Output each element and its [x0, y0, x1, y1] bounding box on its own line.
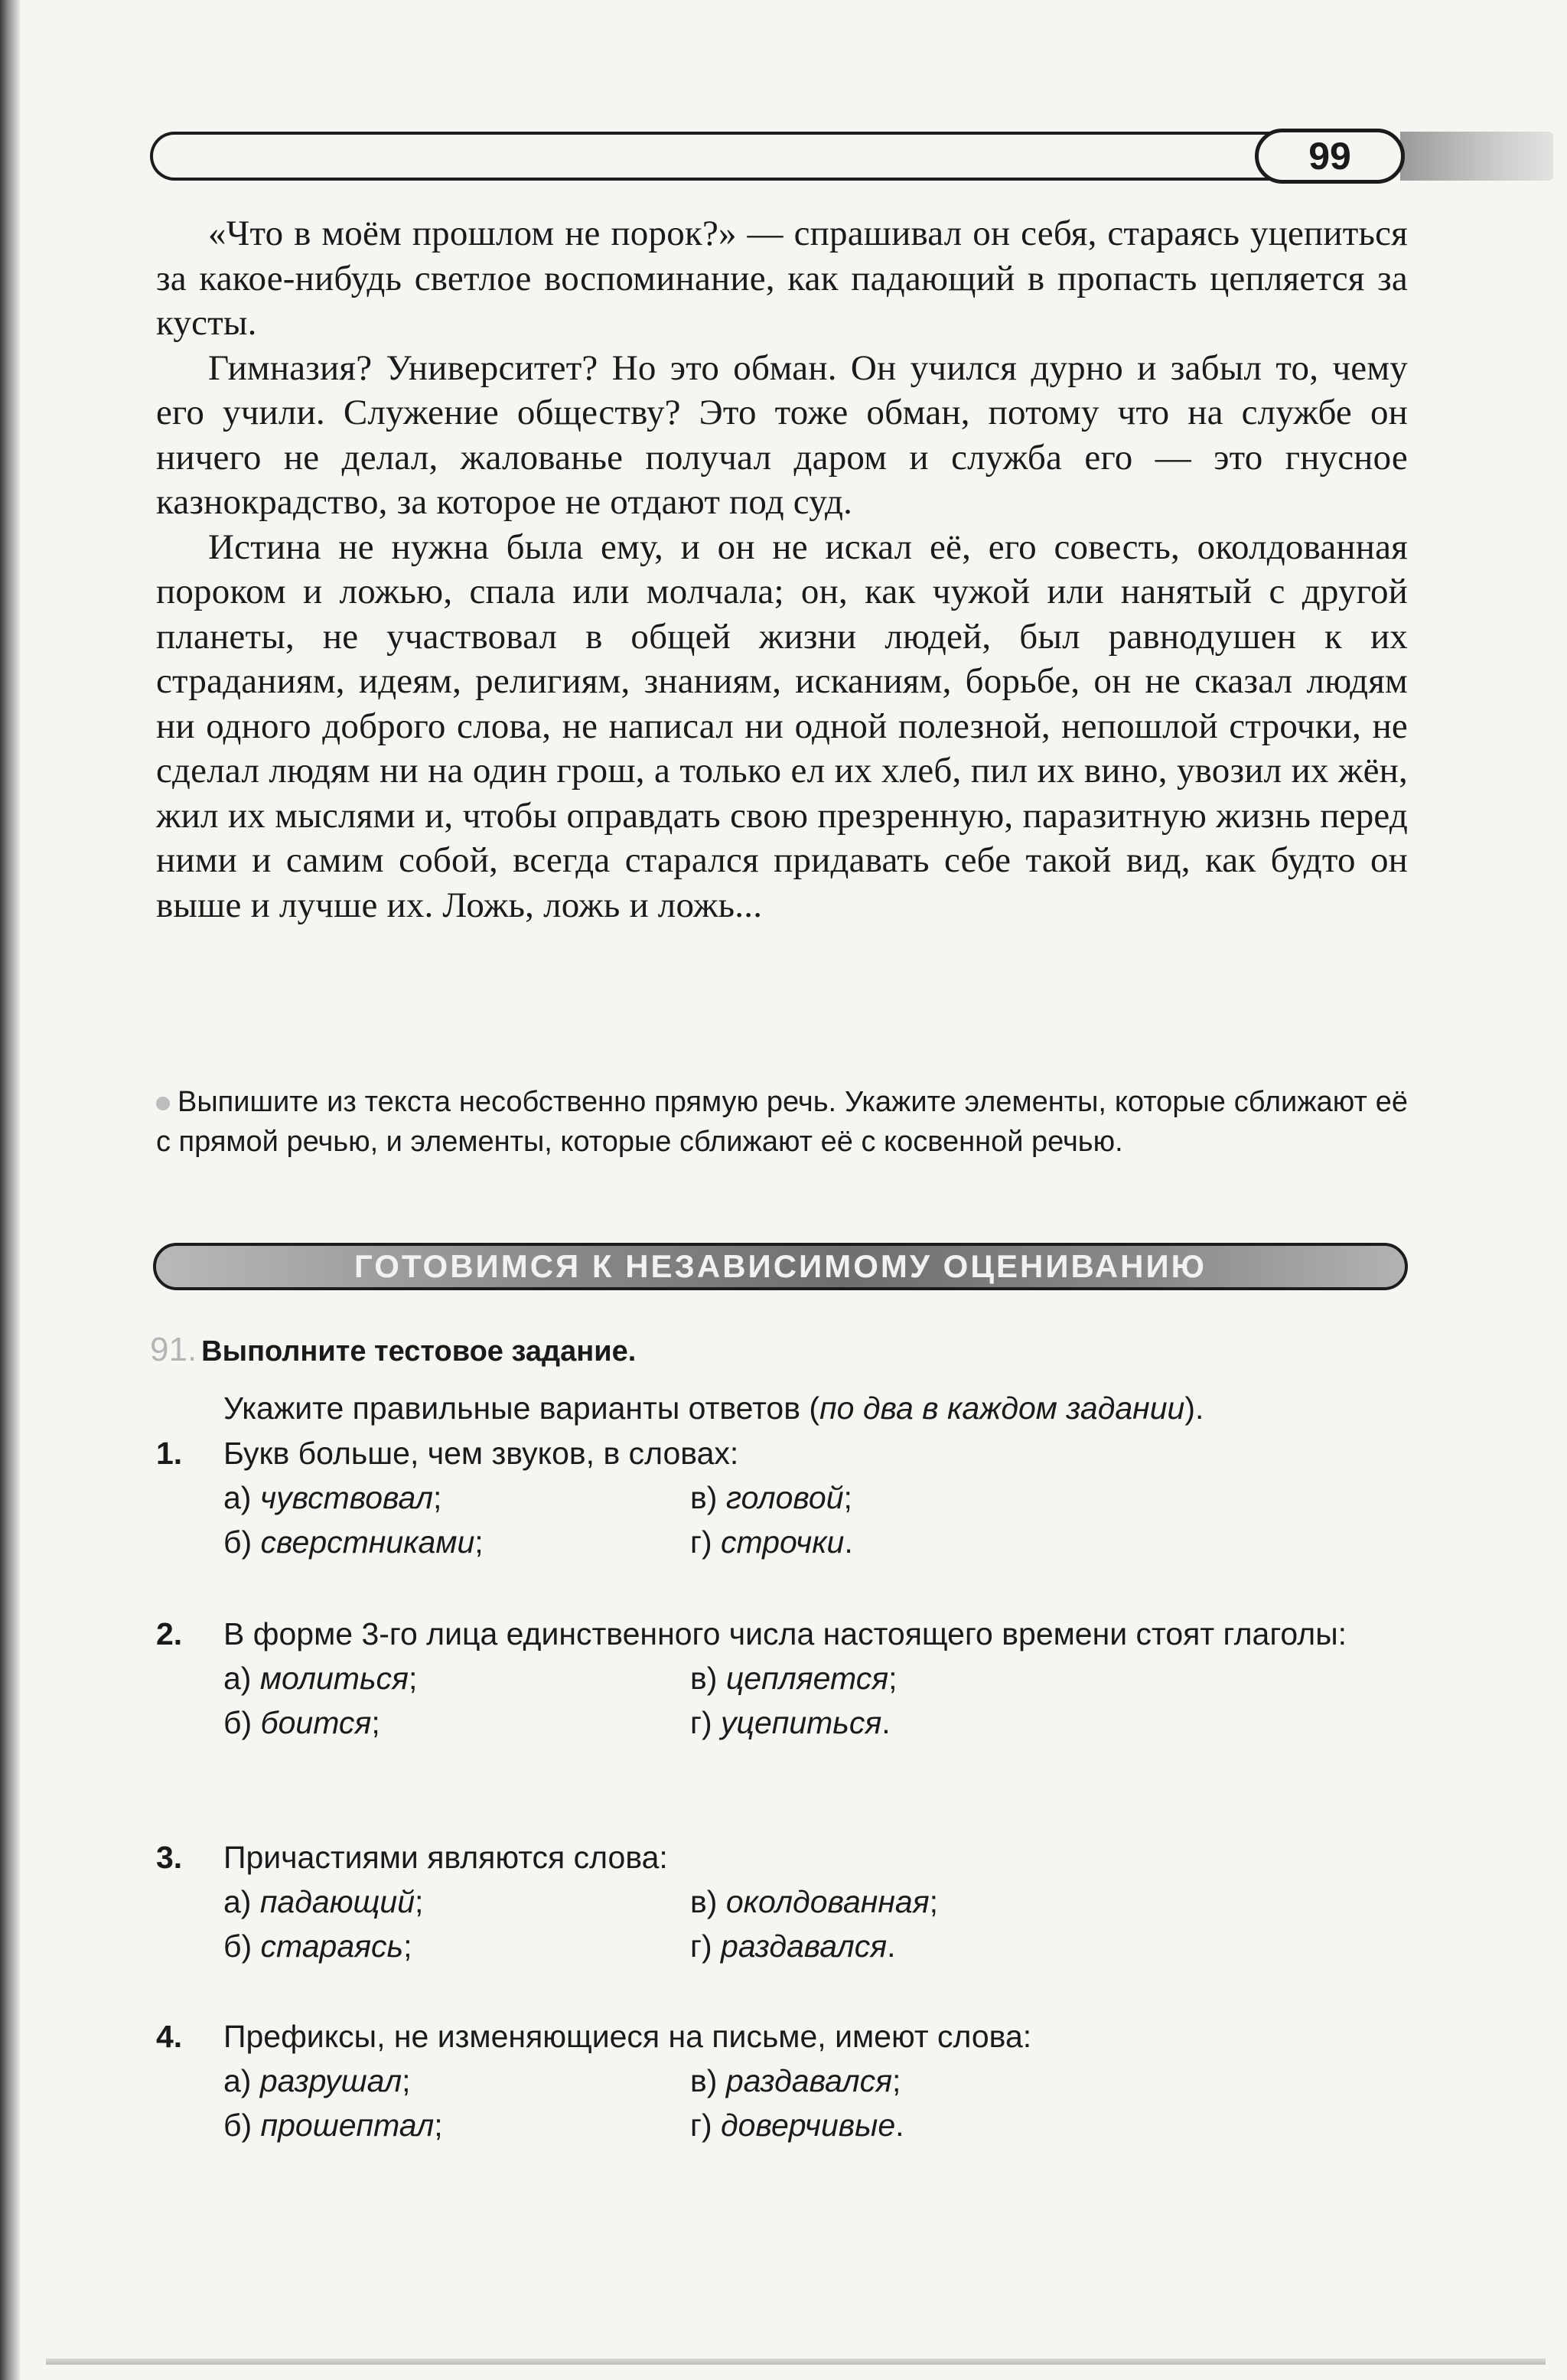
option-b: б) стараясь; — [223, 1928, 412, 1964]
question-4 — [156, 2014, 1411, 2147]
question-number: 2. — [156, 1616, 183, 1651]
question-number: 4. — [156, 2019, 183, 2054]
option-v: в) цепляется; — [690, 1661, 898, 1696]
option-a: а) чувствовал; — [223, 1480, 442, 1515]
question-number: 3. — [156, 1840, 183, 1875]
literary-text — [156, 211, 1408, 928]
option-b: б) сверстниками; — [223, 1524, 484, 1560]
paragraph-2: Гимназия? Университет? Но это обман. Он учился дурно и забыл то, чему его учили. Служение обществу? Это тоже обман, потому что на службе он ничего не делал, жалованье получал даром и служба его — это гнусное казнокрадство, за которое не отдают под суд. — [156, 347, 1408, 522]
options — [223, 1880, 1411, 1968]
header-rule — [150, 132, 1275, 181]
option-g: г) строчки. — [690, 1524, 853, 1560]
paragraph-1: «Что в моём прошлом не порок?» — спрашивал он себя, стараясь уцепиться за какое-нибудь светлое воспоминание, как падающий в пропасть цепляется за кусты. — [156, 214, 1408, 343]
question-text: Букв больше, чем звуков, в словах: — [223, 1436, 739, 1471]
options — [223, 1656, 1411, 1745]
paragraph-3: Истина не нужна была ему, и он не искал её, его совесть, околдованная пороком и ложью, спала или молчала; он, как чужой или нанятый с другой планеты, не участвовал в общей жизни людей, был равнодушен к их страданиям, идеям, религиям, знаниям, исканиям, борьбе, он не сказал людям ни одного доброго слова, не написал ни одной полезной, непошлой строчки, не сделал людям ни на один грош, а только ел их хлеб, пил их вино, увозил их жён, жил их мыслями и, чтобы оправдать свою презренную, паразитную жизнь перед ними и самим собой, всегда старался придавать себе такой вид, как будто он выше и лучше их. Ложь, ложь и ложь... — [156, 527, 1408, 925]
question-1 — [156, 1431, 1411, 1564]
option-a: а) разрушал; — [223, 2063, 411, 2098]
question-2 — [156, 1612, 1411, 1745]
option-a: а) падающий; — [223, 1884, 424, 1919]
option-b: б) боится; — [223, 1705, 380, 1740]
option-g: г) раздавался. — [690, 1928, 896, 1964]
page-number: 99 — [1255, 129, 1405, 184]
page-bottom-edge — [46, 2359, 1546, 2365]
option-v: в) головой; — [690, 1480, 852, 1515]
options — [223, 2059, 1411, 2147]
exercise-header — [150, 1330, 636, 1371]
option-a: а) молиться; — [223, 1661, 418, 1696]
question-text: Префиксы, не изменяющиеся на письме, имеют слова: — [223, 2019, 1032, 2054]
option-b: б) прошептал; — [223, 2108, 443, 2143]
option-g: г) уцепиться. — [690, 1705, 891, 1740]
header-tail — [1400, 132, 1553, 181]
options — [223, 1475, 1411, 1564]
page-binding-shadow — [0, 0, 20, 2380]
task-label: Выпишите из текста несобственно прямую речь. Укажите элементы, которые сближают её с прямой речью, и элементы, которые сближают её с косвенной речью. — [156, 1086, 1408, 1158]
option-v: в) раздавался; — [690, 2063, 901, 2098]
question-text: В форме 3-го лица единственного числа настоящего времени стоят глаголы: — [223, 1616, 1347, 1651]
exercise-instruction: Укажите правильные варианты ответов (по два в каждом задании). — [223, 1391, 1204, 1426]
bullet-icon — [156, 1097, 170, 1110]
exercise-number: 91. — [150, 1331, 197, 1368]
exercise-title: Выполните тестовое задание. — [201, 1335, 637, 1368]
option-v: в) околдованная; — [690, 1884, 939, 1919]
section-banner — [153, 1243, 1408, 1290]
instruction-italic: по два в каждом задании — [819, 1391, 1185, 1426]
option-g: г) доверчивые. — [690, 2108, 904, 2143]
section-title: ГОТОВИМСЯ К НЕЗАВИСИМОМУ ОЦЕНИВАНИЮ — [354, 1248, 1207, 1284]
question-3 — [156, 1835, 1411, 1968]
task-text — [156, 1082, 1408, 1162]
question-text: Причастиями являются слова: — [223, 1840, 668, 1875]
question-number: 1. — [156, 1436, 183, 1471]
